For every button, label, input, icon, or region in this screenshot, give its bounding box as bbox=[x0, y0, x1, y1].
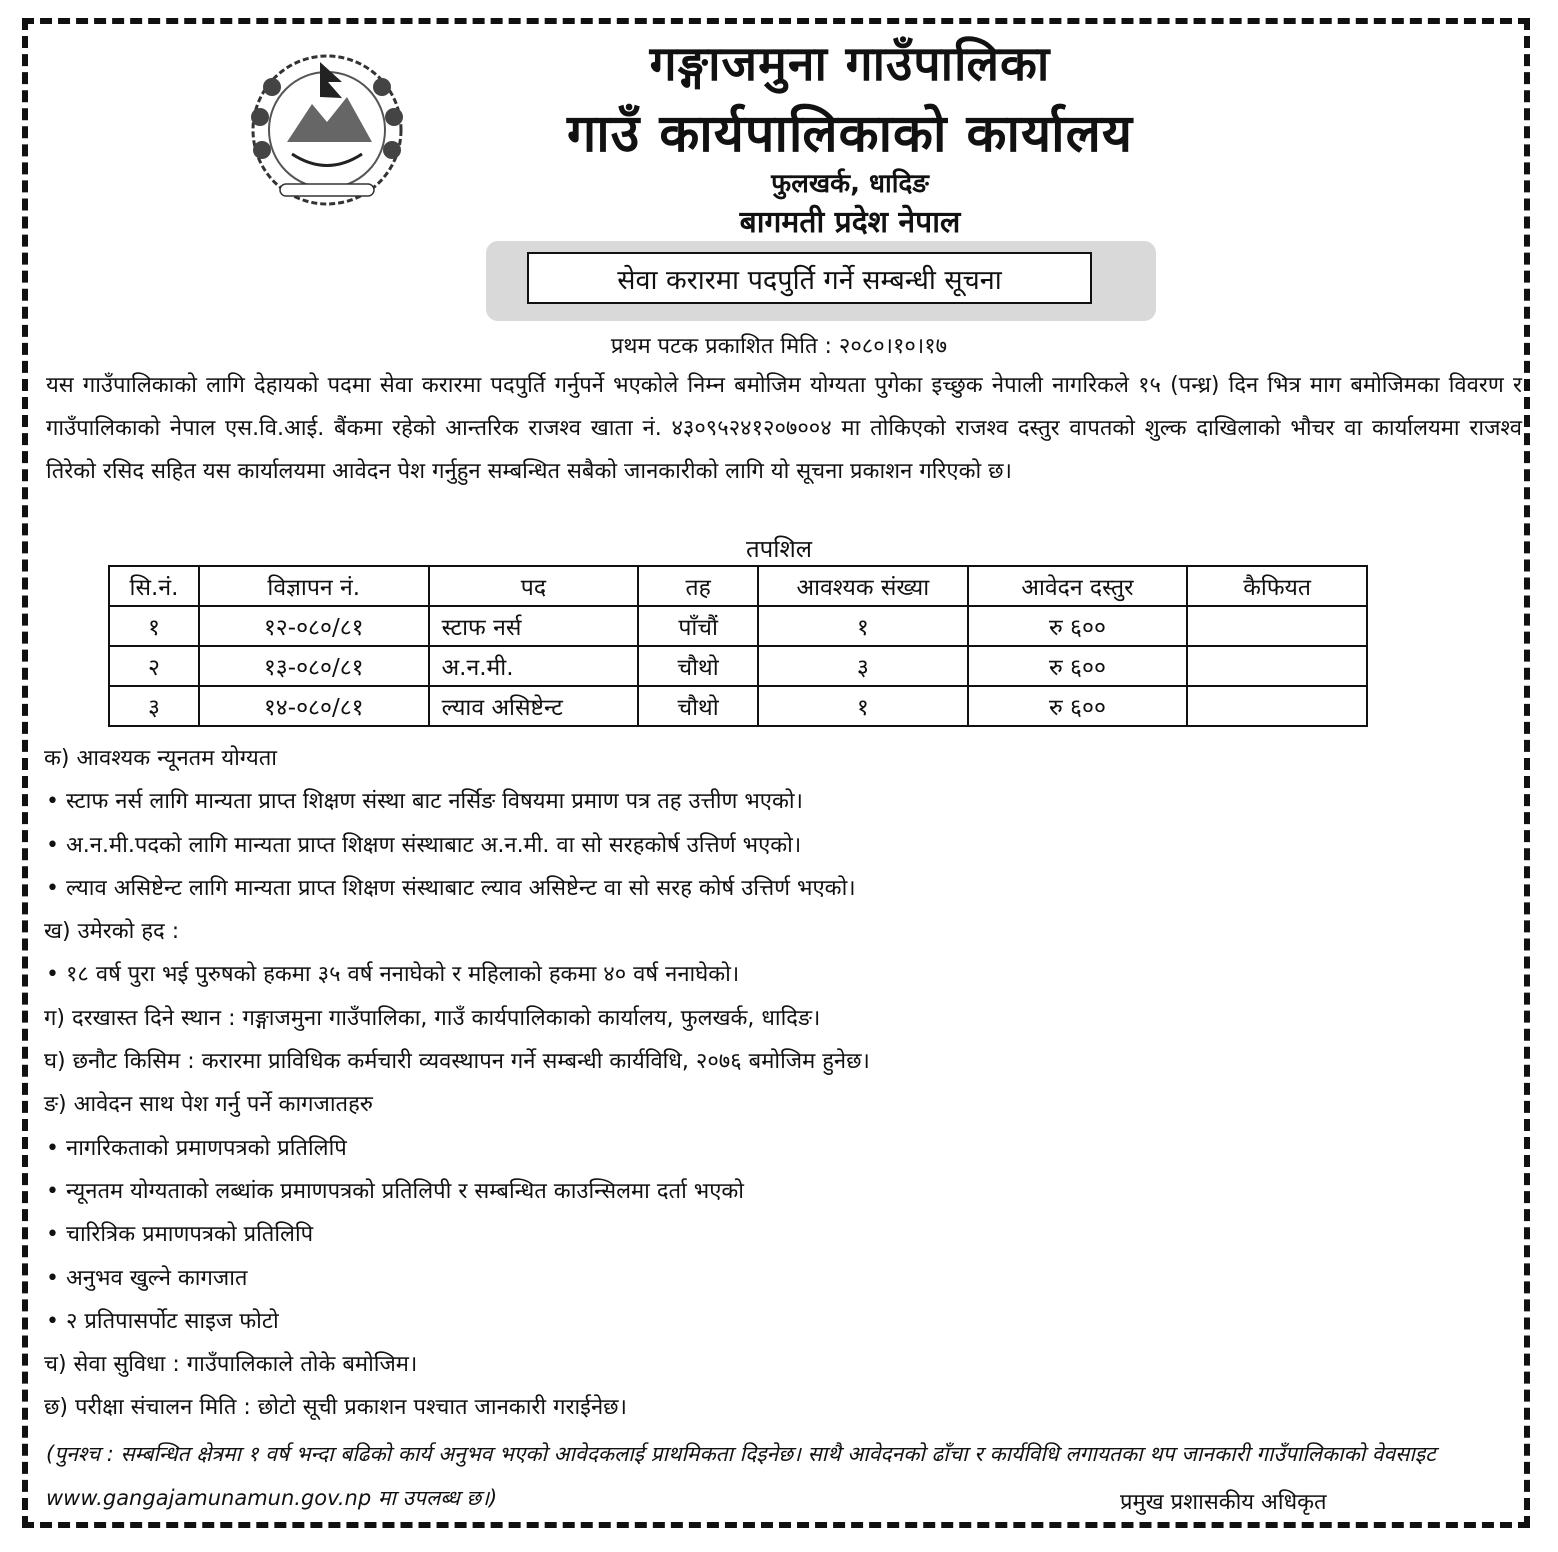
level-cell: पाँचौं bbox=[638, 606, 758, 646]
count-cell: ३ bbox=[758, 646, 968, 686]
table-row bbox=[109, 686, 1367, 726]
province-line: बागमती प्रदेश नेपाल bbox=[739, 205, 961, 240]
ad-number-cell: १३-०८०/८१ bbox=[199, 646, 429, 686]
level-cell: चौथो bbox=[638, 686, 758, 726]
footnote: (पुनश्च : सम्बन्धित क्षेत्रमा १ वर्ष भन्दा बढिको कार्य अनुभव भएको आवेदकलाई प्राथमिकता दिइनेछ। साथै आवेदनको ढाँचा र कार्यविधि लगायतका थप जानकारी गाउँपालिकाको वेवसाइट www.gangajamunamun.gov.np मा उपलब्ध छ।) bbox=[46, 1442, 1436, 1510]
notice-title: सेवा करारमा पदपुर्ति गर्ने सम्बन्धी सूचना bbox=[527, 252, 1092, 304]
intro-paragraph: यस गाउँपालिकाको लागि देहायको पदमा सेवा करारमा पदपुर्ति गर्नुपर्ने भएकोले निम्न बमोजिम योग्यता पुगेका इच्छुक नेपाली नागरिकले १५ (पन्ध्र) दिन भित्र माग बमोजिमका विवरण र गाउँपालिकाको नेपाल एस.वि.आई. बैंकमा रहेको आन्तरिक राजश्व खाता नं. ४३०९५२४१२०७००४ मा तोकिएको राजश्व दस्तुर वापतको शुल्क दाखिलाको भौचर वा कार्यालयमा राजश्व तिरेको रसिद सहित यस कार्यालयमा आवेदन पेश गर्नुहुन सम्बन्धित सबैको जानकारीको लागि यो सूचना प्रकाशन गरिएको छ। bbox=[46, 373, 1522, 484]
list-item-text: नागरिकताको प्रमाणपत्रको प्रतिलिपि bbox=[65, 1135, 347, 1161]
ad-number-cell: १२-०८०/८१ bbox=[199, 606, 429, 646]
list-item: • १८ वर्ष पुरा भई पुरुषको हकमा ३५ वर्ष ननाघेको र महिलाको हकमा ४० वर्ष ननाघेको। bbox=[46, 962, 740, 988]
list-item: • अ.न.मी.पदको लागि मान्यता प्राप्त शिक्षण संस्थाबाट अ.न.मी. वा सो सरहकोर्ष उत्तिर्ण भएको। bbox=[46, 832, 802, 858]
col-fee-header: आवेदन दस्तुर bbox=[968, 566, 1188, 606]
section-heading: छ) परीक्षा संचालन मिति : छोटो सूची प्रकाशन पश्चात जानकारी गराईनेछ। bbox=[44, 1395, 627, 1421]
table-row bbox=[109, 646, 1367, 686]
municipality-title: गङ्गाजमुना गाउँपालिका bbox=[649, 36, 1051, 92]
list-item: • स्टाफ नर्स लागि मान्यता प्राप्त शिक्षण संस्था बाट नर्सिङ विषयमा प्रमाण पत्र तह उत्तीण भएको। bbox=[46, 789, 803, 815]
signatory-title: प्रमुख प्रशासकीय अधिकृत bbox=[1120, 1490, 1327, 1515]
list-item-text: चारित्रिक प्रमाणपत्रको प्रतिलिपि bbox=[65, 1222, 314, 1248]
schedule-heading: तपशिल bbox=[745, 535, 813, 563]
remarks-cell bbox=[1187, 646, 1367, 686]
list-item-text: १८ वर्ष पुरा भई पुरुषको हकमा ३५ वर्ष ननाघेको र महिलाको हकमा ४० वर्ष ननाघेको। bbox=[65, 962, 740, 988]
section-heading: क) आवश्यक न्यूनतम योग्यता bbox=[44, 746, 277, 771]
post-cell: अ.न.मी. bbox=[429, 646, 639, 686]
section-heading: च) सेवा सुविधा : गाउँपालिकाले तोके बमोजिम। bbox=[44, 1352, 418, 1378]
vacancy-table bbox=[108, 565, 1368, 727]
section-heading: ङ) आवेदन साथ पेश गर्नु पर्ने कागजातहरु bbox=[44, 1092, 373, 1118]
requirements-list bbox=[44, 737, 1524, 1430]
section-heading: ख) उमेरको हद : bbox=[44, 919, 180, 945]
list-item-text: २ प्रतिपासर्पोट साइज फोटो bbox=[65, 1308, 279, 1334]
post-cell: स्टाफ नर्स bbox=[429, 606, 639, 646]
col-post-header: पद bbox=[429, 566, 639, 606]
col-ad-number-header: विज्ञापन नं. bbox=[199, 566, 429, 606]
section-heading: ग) दरखास्त दिने स्थान : गङ्गाजमुना गाउँपालिका, गाउँ कार्यपालिकाको कार्यालय, फुलखर्क, धादिङ। bbox=[44, 1005, 821, 1031]
fee-cell: रु ६०० bbox=[968, 646, 1188, 686]
count-cell: १ bbox=[758, 686, 968, 726]
list-item: • अनुभव खुल्ने कागजात bbox=[46, 1265, 248, 1291]
list-item-text: अ.न.मी.पदको लागि मान्यता प्राप्त शिक्षण संस्थाबाट अ.न.मी. वा सो सरहकोर्ष उत्तिर्ण भएको। bbox=[65, 832, 802, 858]
ad-number-cell: १४-०८०/८१ bbox=[199, 686, 429, 726]
serial-cell: ३ bbox=[109, 686, 199, 726]
table-header-row bbox=[109, 566, 1367, 606]
list-item: • २ प्रतिपासर्पोट साइज फोटो bbox=[46, 1308, 279, 1334]
list-item: • चारित्रिक प्रमाणपत्रको प्रतिलिपि bbox=[46, 1222, 314, 1248]
list-item-text: स्टाफ नर्स लागि मान्यता प्राप्त शिक्षण संस्था बाट नर्सिङ विषयमा प्रमाण पत्र तह उत्तीण भएको। bbox=[65, 789, 803, 815]
list-item: • न्यूनतम योग्यताको लब्धांक प्रमाणपत्रको प्रतिलिपी र सम्बन्धित काउन्सिलमा दर्ता भएको bbox=[46, 1178, 745, 1204]
count-cell: १ bbox=[758, 606, 968, 646]
list-item: • ल्याव असिष्टेन्ट लागि मान्यता प्राप्त शिक्षण संस्थाबाट ल्याव असिष्टेन्ट वा सो सरह कोर्ष उत्तिर्ण भएको। bbox=[46, 875, 856, 901]
level-cell: चौथो bbox=[638, 646, 758, 686]
serial-cell: २ bbox=[109, 646, 199, 686]
col-serial-header: सि.नं. bbox=[109, 566, 199, 606]
section-heading: घ) छनौट किसिम : करारमा प्राविधिक कर्मचारी व्यवस्थापन गर्ने सम्बन्धी कार्यविधि, २०७६ बमोजिम हुनेछ। bbox=[44, 1049, 870, 1075]
office-title: गाउँ कार्यपालिकाको कार्यालय bbox=[567, 104, 1133, 164]
fee-cell: रु ६०० bbox=[968, 606, 1188, 646]
list-item-text: ल्याव असिष्टेन्ट लागि मान्यता प्राप्त शिक्षण संस्थाबाट ल्याव असिष्टेन्ट वा सो सरह कोर्ष उत्तिर्ण भएको। bbox=[65, 875, 856, 901]
address-line: फुलखर्क, धादिङ bbox=[771, 169, 929, 199]
col-level-header: तह bbox=[638, 566, 758, 606]
list-item: • नागरिकताको प्रमाणपत्रको प्रतिलिपि bbox=[46, 1135, 347, 1161]
post-cell: ल्याव असिष्टेन्ट bbox=[429, 686, 639, 726]
serial-cell: १ bbox=[109, 606, 199, 646]
nepal-government-emblem-icon bbox=[232, 42, 422, 212]
col-count-header: आवश्यक संख्या bbox=[758, 566, 968, 606]
remarks-cell bbox=[1187, 686, 1367, 726]
list-item-text: न्यूनतम योग्यताको लब्धांक प्रमाणपत्रको प्रतिलिपी र सम्बन्धित काउन्सिलमा दर्ता भएको bbox=[65, 1178, 745, 1204]
table-row bbox=[109, 606, 1367, 646]
fee-cell: रु ६०० bbox=[968, 686, 1188, 726]
remarks-cell bbox=[1187, 606, 1367, 646]
list-item-text: अनुभव खुल्ने कागजात bbox=[65, 1265, 248, 1291]
published-date: प्रथम पटक प्रकाशित मिति : २०८०।१०।१७ bbox=[610, 334, 948, 359]
col-remarks-header: कैफियत bbox=[1187, 566, 1367, 606]
